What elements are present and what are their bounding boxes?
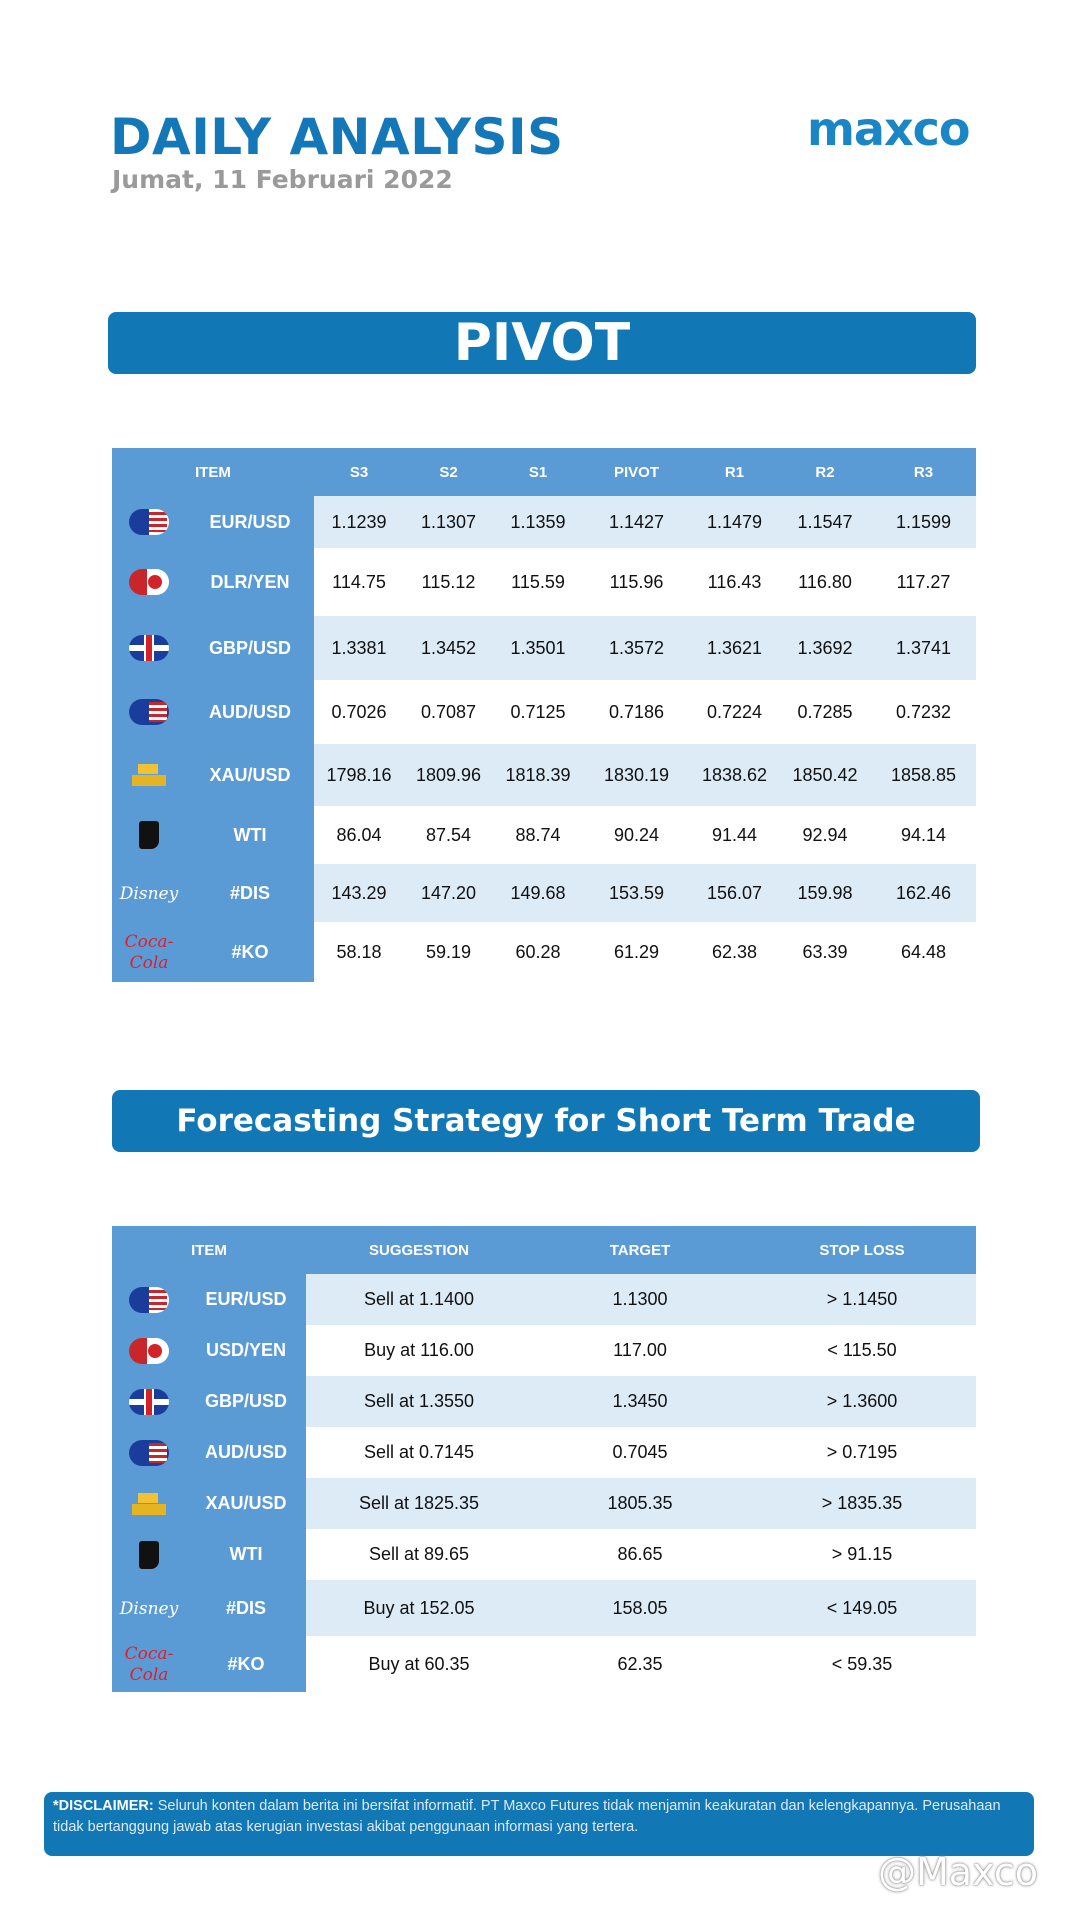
stop-loss-value: > 0.7195	[748, 1427, 976, 1478]
us-jp-flag-icon	[129, 569, 169, 595]
row-icon-cell	[112, 1529, 186, 1580]
pivot-value: 143.29	[314, 864, 404, 922]
pivot-value: 58.18	[314, 922, 404, 982]
instrument-name: XAU/USD	[186, 1478, 306, 1529]
instrument-name: GBP/USD	[186, 616, 314, 680]
row-icon-cell	[112, 1636, 186, 1692]
gold-bars-icon	[132, 1493, 166, 1515]
pivot-value: 63.39	[779, 922, 871, 982]
disney-logo: Disney	[119, 1598, 179, 1619]
instrument-name: WTI	[186, 806, 314, 864]
row-icon-cell	[112, 864, 186, 922]
pivot-value: 1838.62	[690, 744, 779, 806]
pivot-value: 90.24	[583, 806, 690, 864]
target-value: 117.00	[532, 1325, 748, 1376]
stop-loss-value: < 149.05	[748, 1580, 976, 1636]
forecast-header-item: ITEM	[112, 1226, 306, 1274]
forecast-banner: Forecasting Strategy for Short Term Trade	[112, 1090, 980, 1152]
pivot-row	[112, 548, 976, 616]
row-icon-cell	[112, 806, 186, 864]
forecast-row	[112, 1376, 976, 1427]
instrument-name: #KO	[186, 1636, 306, 1692]
instrument-name: #DIS	[186, 864, 314, 922]
suggestion-value: Buy at 60.35	[306, 1636, 532, 1692]
stop-loss-value: > 1.1450	[748, 1274, 976, 1325]
target-value: 1.3450	[532, 1376, 748, 1427]
forecast-row	[112, 1274, 976, 1325]
pivot-row	[112, 744, 976, 806]
pivot-value: 1.1307	[404, 496, 493, 548]
pivot-row	[112, 680, 976, 744]
row-icon-cell	[112, 744, 186, 806]
pivot-value: 1.1427	[583, 496, 690, 548]
pivot-value: 62.38	[690, 922, 779, 982]
stop-loss-value: > 1835.35	[748, 1478, 976, 1529]
report-date: Jumat, 11 Februari 2022	[112, 165, 453, 194]
forecast-row	[112, 1427, 976, 1478]
instrument-name: USD/YEN	[186, 1325, 306, 1376]
pivot-value: 94.14	[871, 806, 976, 864]
pivot-value: 88.74	[493, 806, 583, 864]
stop-loss-value: < 59.35	[748, 1636, 976, 1692]
pivot-table	[112, 448, 976, 982]
row-icon-cell	[112, 1580, 186, 1636]
pivot-header-item: ITEM	[112, 448, 314, 496]
pivot-value: 1798.16	[314, 744, 404, 806]
instrument-name: #DIS	[186, 1580, 306, 1636]
instrument-name: EUR/USD	[186, 496, 314, 548]
pivot-row	[112, 496, 976, 548]
pivot-value: 60.28	[493, 922, 583, 982]
row-icon-cell	[112, 1274, 186, 1325]
disclaimer-label: *DISCLAIMER:	[53, 1798, 154, 1814]
pivot-value: 156.07	[690, 864, 779, 922]
target-value: 86.65	[532, 1529, 748, 1580]
pivot-value: 0.7285	[779, 680, 871, 744]
disclaimer	[44, 1792, 1034, 1856]
pivot-value: 0.7125	[493, 680, 583, 744]
pivot-value: 1.3741	[871, 616, 976, 680]
maxco-logo: maxco	[807, 102, 970, 156]
pivot-value: 1.3501	[493, 616, 583, 680]
pivot-value: 1.1359	[493, 496, 583, 548]
pivot-value: 147.20	[404, 864, 493, 922]
target-value: 62.35	[532, 1636, 748, 1692]
forecast-row	[112, 1478, 976, 1529]
stop-loss-value: > 91.15	[748, 1529, 976, 1580]
coca-cola-logo: Coca-Cola	[124, 932, 174, 973]
suggestion-value: Sell at 1.1400	[306, 1274, 532, 1325]
pivot-value: 91.44	[690, 806, 779, 864]
pivot-value: 0.7232	[871, 680, 976, 744]
pivot-header-s2: S2	[404, 448, 493, 496]
row-icon-cell	[112, 680, 186, 744]
row-icon-cell	[112, 1478, 186, 1529]
forecast-header-stop-loss: STOP LOSS	[748, 1226, 976, 1274]
row-icon-cell	[112, 548, 186, 616]
pivot-value: 116.43	[690, 548, 779, 616]
oil-barrel-icon	[139, 1541, 159, 1569]
pivot-value: 86.04	[314, 806, 404, 864]
pivot-header-s1: S1	[493, 448, 583, 496]
pivot-value: 1.1547	[779, 496, 871, 548]
watermark: @Maxco	[878, 1850, 1039, 1894]
pivot-value: 115.12	[404, 548, 493, 616]
pivot-value: 1.3621	[690, 616, 779, 680]
au-us-flag-icon	[129, 1440, 169, 1466]
pivot-value: 114.75	[314, 548, 404, 616]
pivot-value: 1858.85	[871, 744, 976, 806]
pivot-row	[112, 864, 976, 922]
row-icon-cell	[112, 1376, 186, 1427]
target-value: 1805.35	[532, 1478, 748, 1529]
pivot-header-r3: R3	[871, 448, 976, 496]
target-value: 158.05	[532, 1580, 748, 1636]
eu-us-flag-icon	[129, 509, 169, 535]
suggestion-value: Sell at 89.65	[306, 1529, 532, 1580]
pivot-value: 117.27	[871, 548, 976, 616]
pivot-value: 92.94	[779, 806, 871, 864]
pivot-value: 1.3452	[404, 616, 493, 680]
pivot-value: 1809.96	[404, 744, 493, 806]
forecast-row	[112, 1529, 976, 1580]
instrument-name: GBP/USD	[186, 1376, 306, 1427]
forecast-header-target: TARGET	[532, 1226, 748, 1274]
pivot-value: 1.1239	[314, 496, 404, 548]
instrument-name: EUR/USD	[186, 1274, 306, 1325]
row-icon-cell	[112, 922, 186, 982]
pivot-value: 115.96	[583, 548, 690, 616]
pivot-value: 1.1479	[690, 496, 779, 548]
pivot-value: 87.54	[404, 806, 493, 864]
pivot-value: 149.68	[493, 864, 583, 922]
pivot-value: 59.19	[404, 922, 493, 982]
instrument-name: AUD/USD	[186, 1427, 306, 1478]
pivot-value: 1.3381	[314, 616, 404, 680]
pivot-value: 1.1599	[871, 496, 976, 548]
instrument-name: XAU/USD	[186, 744, 314, 806]
pivot-header-r1: R1	[690, 448, 779, 496]
page-title: DAILY ANALYSIS	[110, 108, 564, 166]
row-icon-cell	[112, 616, 186, 680]
pivot-banner: PIVOT	[108, 312, 976, 374]
pivot-header-r2: R2	[779, 448, 871, 496]
pivot-value: 61.29	[583, 922, 690, 982]
pivot-value: 0.7224	[690, 680, 779, 744]
pivot-row	[112, 616, 976, 680]
pivot-value: 115.59	[493, 548, 583, 616]
suggestion-value: Buy at 116.00	[306, 1325, 532, 1376]
instrument-name: DLR/YEN	[186, 548, 314, 616]
pivot-value: 162.46	[871, 864, 976, 922]
instrument-name: WTI	[186, 1529, 306, 1580]
row-icon-cell	[112, 1325, 186, 1376]
instrument-name: AUD/USD	[186, 680, 314, 744]
stop-loss-value: < 115.50	[748, 1325, 976, 1376]
pivot-value: 1850.42	[779, 744, 871, 806]
suggestion-value: Sell at 1.3550	[306, 1376, 532, 1427]
row-icon-cell	[112, 496, 186, 548]
pivot-value: 1818.39	[493, 744, 583, 806]
pivot-header-s3: S3	[314, 448, 404, 496]
pivot-value: 0.7186	[583, 680, 690, 744]
coca-cola-logo: Coca-Cola	[124, 1644, 174, 1685]
pivot-header-pivot: PIVOT	[583, 448, 690, 496]
pivot-row	[112, 806, 976, 864]
forecast-row	[112, 1325, 976, 1376]
disney-logo: Disney	[119, 883, 179, 904]
pivot-value: 153.59	[583, 864, 690, 922]
uk-us-flag-icon	[129, 1389, 169, 1415]
pivot-value: 1.3572	[583, 616, 690, 680]
instrument-name: #KO	[186, 922, 314, 982]
suggestion-value: Sell at 1825.35	[306, 1478, 532, 1529]
suggestion-value: Buy at 152.05	[306, 1580, 532, 1636]
gold-bars-icon	[132, 764, 166, 786]
pivot-value: 1830.19	[583, 744, 690, 806]
pivot-value: 0.7026	[314, 680, 404, 744]
oil-barrel-icon	[139, 821, 159, 849]
forecast-header-suggestion: SUGGESTION	[306, 1226, 532, 1274]
stop-loss-value: > 1.3600	[748, 1376, 976, 1427]
au-us-flag-icon	[129, 699, 169, 725]
pivot-value: 116.80	[779, 548, 871, 616]
pivot-value: 64.48	[871, 922, 976, 982]
forecast-table	[112, 1226, 976, 1692]
suggestion-value: Sell at 0.7145	[306, 1427, 532, 1478]
forecast-row	[112, 1580, 976, 1636]
eu-us-flag-icon	[129, 1287, 169, 1313]
pivot-value: 1.3692	[779, 616, 871, 680]
pivot-value: 0.7087	[404, 680, 493, 744]
forecast-row	[112, 1636, 976, 1692]
pivot-row	[112, 922, 976, 982]
target-value: 1.1300	[532, 1274, 748, 1325]
pivot-value: 159.98	[779, 864, 871, 922]
row-icon-cell	[112, 1427, 186, 1478]
uk-us-flag-icon	[129, 635, 169, 661]
target-value: 0.7045	[532, 1427, 748, 1478]
us-jp-flag-icon	[129, 1338, 169, 1364]
disclaimer-text: Seluruh konten dalam berita ini bersifat informatif. PT Maxco Futures tidak menjamin keakuratan dan kelengkapannya. Perusahaan tidak bertanggung jawab atas kerugian investasi akibat penggunaan informasi yang tertera.	[53, 1798, 1001, 1835]
